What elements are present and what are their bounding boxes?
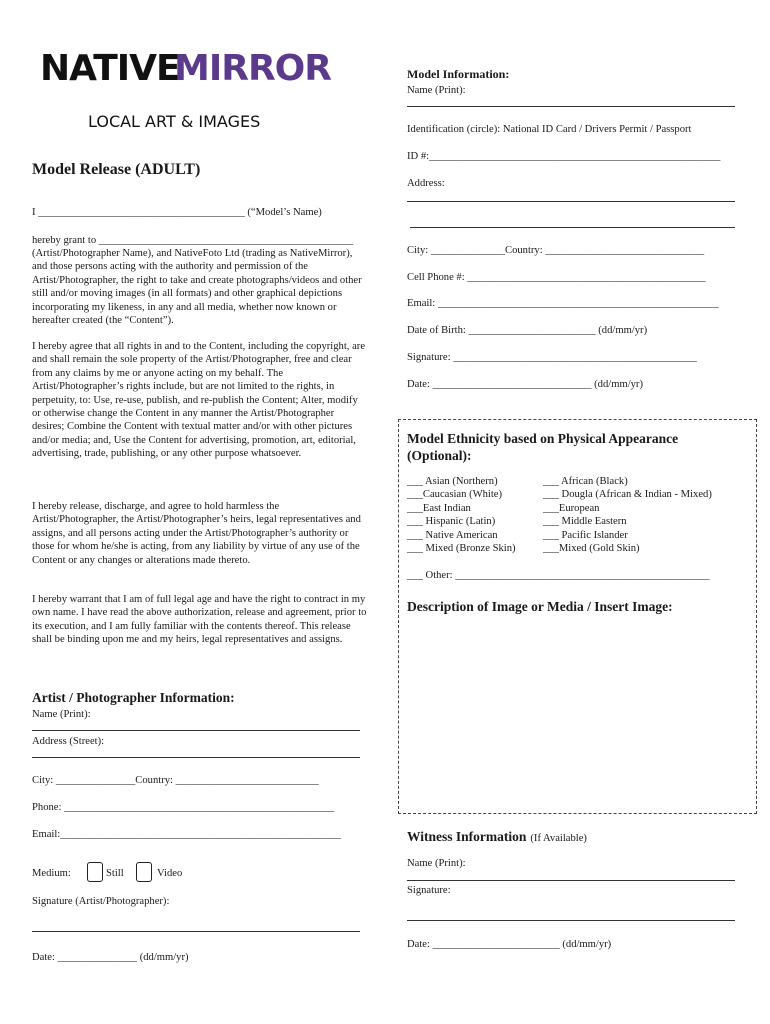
ethnicity-option-left-4[interactable]: ___ Hispanic (Latin) (407, 516, 496, 527)
artist-address-label: Address (Street): (32, 736, 105, 747)
model-email-field[interactable]: Email: _____________________________________________________ (407, 298, 719, 309)
artist-heading: Artist / Photographer Information: (32, 690, 235, 705)
logo-tagline: LOCAL ART & IMAGES (88, 112, 261, 131)
model-info-heading: Model Information: (407, 67, 510, 81)
model-dob-field[interactable]: Date of Birth: ________________________ (dd/mm/yr) (407, 325, 648, 336)
model-address-label: Address: (407, 178, 445, 189)
model-city-country-field[interactable]: City: ______________Country: ______________________________ (407, 245, 705, 256)
medium-still-label: Still (106, 868, 124, 879)
witness-signature-field[interactable] (407, 920, 735, 921)
ethnicity-other-field[interactable]: ___ Other: ________________________________________________ (407, 570, 710, 581)
description-heading: Description of Image or Media / Insert Image: (407, 599, 673, 614)
ethnicity-option-right-3[interactable]: ___European (543, 503, 600, 514)
artist-signature-field[interactable] (32, 931, 360, 932)
witness-heading: Witness Information (407, 829, 527, 844)
ethnicity-option-right-5[interactable]: ___ Pacific Islander (543, 530, 628, 541)
model-name-field[interactable] (407, 106, 735, 107)
witness-heading-row (407, 828, 587, 846)
grant-line: hereby grant to ________________________________________________ (32, 235, 354, 246)
ethnicity-option-left-5[interactable]: ___ Native American (407, 530, 498, 541)
ethnicity-optional: (Optional): (407, 448, 472, 463)
ethnicity-option-right-6[interactable]: ___Mixed (Gold Skin) (543, 543, 640, 554)
ethnicity-option-left-6[interactable]: ___ Mixed (Bronze Skin) (407, 543, 516, 554)
witness-name-label: Name (Print): (407, 858, 466, 869)
artist-city-country-field[interactable]: City: _______________Country: ___________________________ (32, 775, 319, 786)
medium-still-checkbox[interactable] (87, 862, 103, 882)
ethnicity-option-left-3[interactable]: ___East Indian (407, 503, 471, 514)
witness-date-field[interactable]: Date: ________________________ (dd/mm/yr) (407, 939, 612, 950)
medium-video-checkbox[interactable] (136, 862, 152, 882)
release-paragraph-1: (Artist/Photographer Name), and NativeFoto Ltd (trading as NativeMirror), and those persons acting with the authority and permission of the Artist/Photographer, the right to take and create photographs/videos and other still and/or moving images (in all formats) and other graphical depictions incorporating my likeness, in any and all media, whether now known or hereafter created (the “Content”). (32, 248, 362, 327)
ethnicity-option-right-4[interactable]: ___ Middle Eastern (543, 516, 627, 527)
artist-phone-field[interactable]: Phone: ___________________________________________________ (32, 802, 335, 813)
ethnicity-option-left-2[interactable]: ___Caucasian (White) (407, 489, 503, 500)
artist-signature-label: Signature (Artist/Photographer): (32, 896, 170, 907)
model-signature-field[interactable]: Signature: ______________________________________________ (407, 352, 697, 363)
artist-name-label: Name (Print): (32, 709, 91, 720)
ethnicity-option-left-1[interactable]: ___ Asian (Northern) (407, 476, 498, 487)
release-paragraph-4: I hereby warrant that I am of full legal age and have the right to contract in my own name. I have read the above authorization, release and agreement, prior to its execution, and I am fully familiar with the contents thereof. This release shall be binding upon me and my heirs, legal representatives and assigns. (32, 594, 367, 646)
model-id-field[interactable]: ID #:_______________________________________________________ (407, 151, 721, 162)
model-name-line: I _______________________________________ (“Model’s Name) (32, 207, 322, 218)
ethnicity-option-right-1[interactable]: ___ African (Black) (543, 476, 628, 487)
page-title: Model Release (ADULT) (32, 161, 201, 178)
witness-note: (If Available) (530, 833, 587, 844)
model-cell-field[interactable]: Cell Phone #: _____________________________________________ (407, 272, 706, 283)
logo (36, 40, 331, 135)
witness-name-field[interactable] (407, 880, 735, 881)
model-date-field[interactable]: Date: ______________________________ (dd/mm/yr) (407, 379, 643, 390)
ethnicity-option-right-2[interactable]: ___ Dougla (African & Indian - Mixed) (543, 489, 712, 500)
release-paragraph-2: I hereby agree that all rights in and to the Content, including the copyright, are and shall remain the sole property of the Artist/Photographer, free and clear from any claims by me or anyone acting on my behalf. The Artist/Photographer’s rights include, but are not limited to the rights, in perpetuity, to: Use, re-use, publish, and re-publish the Content; Alter, modify or otherwise change the Content in any manner the Artist/Photographer desires; Combine the Content with textual matter and/or with other pictures and/or media; and, Use the Content for advertising, promotion, art, editorial, advertising, trade, publishing, or any other purpose whatsoever. (32, 341, 366, 460)
model-id-type[interactable]: Identification (circle): National ID Card / Drivers Permit / Passport (407, 124, 692, 135)
artist-email-field[interactable]: Email:_____________________________________________________ (32, 829, 341, 840)
model-address-field-1[interactable] (407, 201, 735, 202)
artist-address-field[interactable] (32, 757, 360, 758)
release-paragraph-3: I hereby release, discharge, and agree to hold harmless the Artist/Photographer, the Artist/Photographer’s heirs, legal representatives and assigns, and all persons acting under the Artist/Photographer’s authority or those for whom he/she is acting, from any liability by virtue of any use of the Content or any changes or alterations made thereto. (32, 501, 361, 566)
model-name-label: Name (Print): (407, 85, 466, 96)
medium-label: Medium: (32, 868, 71, 879)
artist-name-field[interactable] (32, 730, 360, 731)
witness-signature-label: Signature: (407, 885, 451, 896)
logo-native: NATIVE (40, 48, 180, 89)
medium-video-label: Video (157, 868, 183, 879)
logo-mirror: MIRROR (174, 48, 331, 89)
ethnicity-heading: Model Ethnicity based on Physical Appearance (407, 431, 679, 446)
model-address-field-2[interactable] (410, 227, 735, 228)
artist-date-field[interactable]: Date: _______________ (dd/mm/yr) (32, 952, 189, 963)
